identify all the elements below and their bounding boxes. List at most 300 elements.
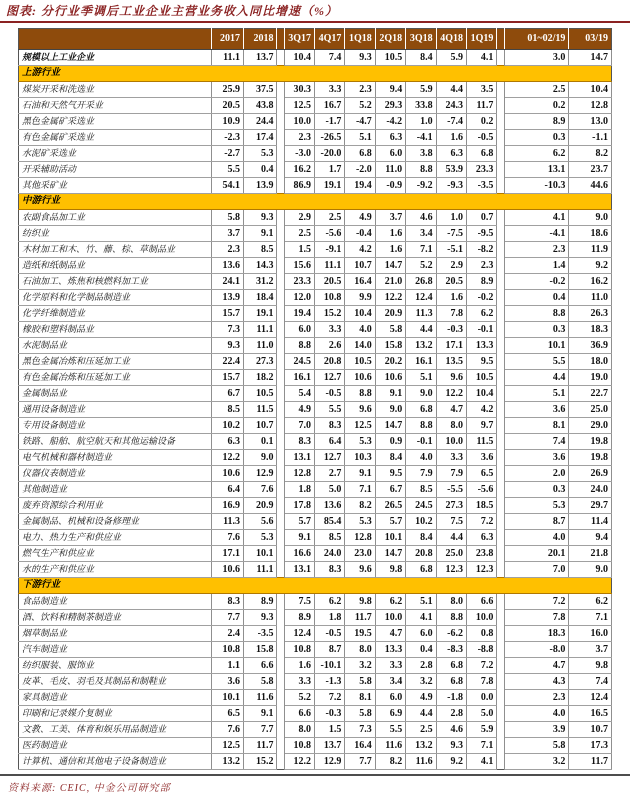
row-label: 化学纤维制造业	[19, 306, 212, 322]
column-gap	[497, 610, 504, 626]
column-gap	[497, 82, 504, 98]
row-label: 医药制造业	[19, 738, 212, 754]
value-cell: 3.3	[314, 82, 344, 98]
table-row	[19, 498, 612, 514]
value-cell: 5.8	[345, 706, 375, 722]
column-header: 03/19	[569, 29, 612, 50]
column-gap	[497, 290, 504, 306]
value-cell: 11.4	[569, 514, 612, 530]
value-cell: 10.7	[244, 418, 277, 434]
column-gap	[277, 706, 284, 722]
value-cell: -1.7	[314, 114, 344, 130]
table-row	[19, 530, 612, 546]
row-label: 金属制品业	[19, 386, 212, 402]
value-cell: 15.2	[244, 754, 277, 770]
value-cell: 54.1	[211, 178, 243, 194]
column-gap	[277, 530, 284, 546]
value-cell: 12.2	[375, 290, 405, 306]
value-cell: 4.6	[406, 210, 436, 226]
value-cell: 0.3	[504, 482, 569, 498]
value-cell: 10.9	[211, 114, 243, 130]
value-cell: 10.6	[375, 370, 405, 386]
value-cell: 14.7	[375, 418, 405, 434]
section-label: 上游行业	[19, 66, 612, 82]
source-note: 资料来源: CEIC, 中金公司研究部	[8, 783, 171, 794]
value-cell: 3.6	[504, 402, 569, 418]
value-cell: 2.5	[284, 226, 314, 242]
table-row	[19, 402, 612, 418]
value-cell: 11.1	[244, 562, 277, 578]
value-cell: 7.6	[211, 530, 243, 546]
value-cell: 2.7	[314, 466, 344, 482]
value-cell: 19.1	[314, 178, 344, 194]
value-cell: 7.3	[211, 322, 243, 338]
value-cell: 9.6	[345, 562, 375, 578]
value-cell: 7.1	[467, 738, 497, 754]
value-cell: -9.2	[406, 178, 436, 194]
value-cell: 8.4	[406, 530, 436, 546]
row-label: 水的生产和供应业	[19, 562, 212, 578]
value-cell: 19.0	[569, 370, 612, 386]
value-cell: 12.9	[314, 754, 344, 770]
value-cell: -2.0	[345, 162, 375, 178]
value-cell: 5.6	[244, 514, 277, 530]
value-cell: 29.0	[569, 418, 612, 434]
row-label: 开采辅助活动	[19, 162, 212, 178]
value-cell: 5.0	[314, 482, 344, 498]
value-cell: 6.2	[467, 306, 497, 322]
value-cell: 7.2	[467, 514, 497, 530]
value-cell: 13.7	[314, 738, 344, 754]
value-cell: 5.5	[504, 354, 569, 370]
value-cell: 4.4	[436, 530, 466, 546]
value-cell: 24.5	[284, 354, 314, 370]
value-cell: 20.9	[244, 498, 277, 514]
value-cell: 5.2	[406, 258, 436, 274]
value-cell: 6.3	[211, 434, 243, 450]
value-cell: 53.9	[436, 162, 466, 178]
value-cell: 9.4	[375, 82, 405, 98]
value-cell: -0.9	[375, 178, 405, 194]
value-cell: 11.1	[211, 50, 243, 66]
table-row	[19, 722, 612, 738]
value-cell: 5.4	[284, 386, 314, 402]
value-cell: 4.0	[504, 706, 569, 722]
column-header: 2017	[211, 29, 243, 50]
value-cell: 2.3	[504, 242, 569, 258]
value-cell: 4.4	[406, 322, 436, 338]
value-cell: 6.8	[345, 146, 375, 162]
value-cell: 6.2	[569, 594, 612, 610]
column-gap	[277, 242, 284, 258]
value-cell: 7.6	[244, 482, 277, 498]
value-cell: 2.5	[504, 82, 569, 98]
value-cell: 8.8	[345, 386, 375, 402]
value-cell: 13.1	[504, 162, 569, 178]
column-header: 01~02/19	[504, 29, 569, 50]
value-cell: 4.7	[436, 402, 466, 418]
value-cell: 21.0	[375, 274, 405, 290]
value-cell: 3.3	[436, 450, 466, 466]
section-label: 中游行业	[19, 194, 612, 210]
value-cell: 10.2	[211, 418, 243, 434]
column-gap	[497, 402, 504, 418]
value-cell: 5.3	[345, 514, 375, 530]
value-cell: 1.5	[314, 722, 344, 738]
column-gap	[497, 706, 504, 722]
column-header: 3Q18	[406, 29, 436, 50]
value-cell: 24.0	[569, 482, 612, 498]
value-cell: 27.3	[436, 498, 466, 514]
value-cell: 10.1	[375, 530, 405, 546]
value-cell: 10.5	[345, 354, 375, 370]
row-label: 计算机、通信和其他电子设备制造业	[19, 754, 212, 770]
value-cell: 7.0	[284, 418, 314, 434]
value-cell: 24.4	[244, 114, 277, 130]
column-gap	[277, 258, 284, 274]
row-label: 农副食品加工业	[19, 210, 212, 226]
column-gap	[497, 754, 504, 770]
value-cell: 3.7	[375, 210, 405, 226]
value-cell: 85.4	[314, 514, 344, 530]
value-cell: 23.0	[345, 546, 375, 562]
value-cell: 10.3	[345, 450, 375, 466]
value-cell: 18.4	[244, 290, 277, 306]
value-cell: 12.2	[436, 386, 466, 402]
column-gap	[497, 274, 504, 290]
column-gap	[497, 594, 504, 610]
value-cell: 6.7	[375, 482, 405, 498]
value-cell: 33.8	[406, 98, 436, 114]
value-cell: 11.6	[375, 738, 405, 754]
value-cell: 0.7	[467, 210, 497, 226]
value-cell: 5.3	[244, 530, 277, 546]
value-cell: 1.0	[406, 114, 436, 130]
value-cell: 8.2	[345, 498, 375, 514]
value-cell: 16.1	[284, 370, 314, 386]
value-cell: 12.2	[284, 754, 314, 770]
value-cell: -7.4	[436, 114, 466, 130]
column-gap	[277, 50, 284, 66]
value-cell: 7.8	[436, 306, 466, 322]
column-gap	[497, 738, 504, 754]
column-gap	[277, 754, 284, 770]
value-cell: -10.1	[314, 658, 344, 674]
value-cell: 12.5	[345, 418, 375, 434]
column-gap	[277, 450, 284, 466]
value-cell: 13.2	[406, 338, 436, 354]
value-cell: 0.3	[504, 130, 569, 146]
row-label: 化学原料和化学制品制造业	[19, 290, 212, 306]
value-cell: 14.7	[375, 546, 405, 562]
value-cell: 4.9	[284, 402, 314, 418]
table-row	[19, 306, 612, 322]
table-row	[19, 210, 612, 226]
value-cell: 10.4	[284, 50, 314, 66]
value-cell: 10.7	[345, 258, 375, 274]
value-cell: -3.0	[284, 146, 314, 162]
row-label: 汽车制造业	[19, 642, 212, 658]
column-gap	[497, 130, 504, 146]
value-cell: 4.6	[436, 722, 466, 738]
row-label: 石油和天然气开采业	[19, 98, 212, 114]
value-cell: 26.5	[375, 498, 405, 514]
table-row	[19, 594, 612, 610]
row-label: 纺织服装、服饰业	[19, 658, 212, 674]
column-gap	[277, 690, 284, 706]
value-cell: 10.8	[284, 738, 314, 754]
value-cell: 13.1	[284, 562, 314, 578]
value-cell: 6.3	[467, 530, 497, 546]
column-gap	[497, 674, 504, 690]
value-cell: -20.0	[314, 146, 344, 162]
value-cell: 9.2	[436, 754, 466, 770]
column-gap	[277, 370, 284, 386]
column-gap	[497, 354, 504, 370]
column-header: 2Q18	[375, 29, 405, 50]
title-divider	[0, 21, 630, 23]
column-header: 1Q19	[467, 29, 497, 50]
value-cell: 8.8	[504, 306, 569, 322]
value-cell: 8.5	[211, 402, 243, 418]
value-cell: 7.8	[504, 610, 569, 626]
column-gap	[497, 338, 504, 354]
value-cell: 1.6	[375, 226, 405, 242]
value-cell: 6.8	[467, 146, 497, 162]
value-cell: 10.5	[244, 386, 277, 402]
value-cell: -5.1	[436, 242, 466, 258]
column-gap	[277, 402, 284, 418]
value-cell: 12.4	[569, 690, 612, 706]
value-cell: 5.7	[375, 514, 405, 530]
value-cell: -0.3	[314, 706, 344, 722]
value-cell: 12.5	[284, 98, 314, 114]
value-cell: 9.3	[244, 210, 277, 226]
value-cell: 16.1	[406, 354, 436, 370]
value-cell: 23.3	[284, 274, 314, 290]
value-cell: 6.0	[406, 626, 436, 642]
value-cell: 14.7	[375, 258, 405, 274]
value-cell: 2.3	[211, 242, 243, 258]
row-label: 纺织业	[19, 226, 212, 242]
value-cell: 26.3	[569, 306, 612, 322]
value-cell: 2.3	[345, 82, 375, 98]
column-header: 2018	[244, 29, 277, 50]
value-cell: -1.1	[569, 130, 612, 146]
value-cell: 26.9	[569, 466, 612, 482]
value-cell: 9.4	[569, 530, 612, 546]
value-cell: 11.3	[211, 514, 243, 530]
value-cell: 7.3	[345, 722, 375, 738]
value-cell: 8.5	[406, 482, 436, 498]
column-gap	[277, 130, 284, 146]
value-cell: 15.8	[375, 338, 405, 354]
value-cell: -1.3	[314, 674, 344, 690]
header-label-cell	[19, 29, 212, 50]
value-cell: -8.0	[504, 642, 569, 658]
value-cell: 20.9	[375, 306, 405, 322]
value-cell: 10.0	[436, 434, 466, 450]
column-gap	[277, 162, 284, 178]
value-cell: 16.6	[284, 546, 314, 562]
column-gap	[277, 338, 284, 354]
value-cell: 24.1	[211, 274, 243, 290]
value-cell: 10.5	[467, 370, 497, 386]
value-cell: 7.4	[504, 434, 569, 450]
value-cell: 8.0	[345, 642, 375, 658]
value-cell: 25.0	[436, 546, 466, 562]
column-gap	[497, 530, 504, 546]
row-label: 家具制造业	[19, 690, 212, 706]
value-cell: 8.8	[406, 162, 436, 178]
value-cell: -8.8	[467, 642, 497, 658]
table-row	[19, 322, 612, 338]
value-cell: 16.2	[284, 162, 314, 178]
section-header-row	[19, 66, 612, 82]
value-cell: 15.6	[284, 258, 314, 274]
value-cell: 4.9	[345, 210, 375, 226]
value-cell: -4.1	[406, 130, 436, 146]
value-cell: -9.3	[436, 178, 466, 194]
value-cell: 11.0	[569, 290, 612, 306]
value-cell: 11.1	[314, 258, 344, 274]
value-cell: 10.0	[467, 610, 497, 626]
value-cell: 3.8	[406, 146, 436, 162]
table-row	[19, 466, 612, 482]
value-cell: 5.8	[345, 674, 375, 690]
value-cell: -7.5	[436, 226, 466, 242]
row-label: 食品制造业	[19, 594, 212, 610]
value-cell: 2.8	[436, 706, 466, 722]
column-gap	[497, 98, 504, 114]
value-cell: 4.1	[406, 610, 436, 626]
value-cell: 15.2	[314, 306, 344, 322]
row-label: 专用设备制造业	[19, 418, 212, 434]
value-cell: 13.2	[211, 754, 243, 770]
row-label: 造纸和纸制品业	[19, 258, 212, 274]
value-cell: 7.2	[467, 658, 497, 674]
value-cell: -8.3	[436, 642, 466, 658]
value-cell: 9.8	[345, 594, 375, 610]
column-gap	[497, 210, 504, 226]
value-cell: 4.4	[436, 82, 466, 98]
value-cell: 15.7	[211, 306, 243, 322]
value-cell: 13.7	[244, 50, 277, 66]
value-cell: 8.4	[406, 50, 436, 66]
table-row	[19, 386, 612, 402]
section-label: 下游行业	[19, 578, 612, 594]
value-cell: 19.5	[345, 626, 375, 642]
value-cell: 9.5	[467, 354, 497, 370]
value-cell: 5.5	[375, 722, 405, 738]
value-cell: 27.3	[244, 354, 277, 370]
row-label: 有色金属矿采选业	[19, 130, 212, 146]
value-cell: 6.2	[504, 146, 569, 162]
value-cell: 9.1	[244, 706, 277, 722]
value-cell: 11.6	[406, 754, 436, 770]
value-cell: 23.8	[467, 546, 497, 562]
value-cell: -0.1	[406, 434, 436, 450]
table-row	[19, 658, 612, 674]
value-cell: 1.4	[504, 258, 569, 274]
row-label: 仪器仪表制造业	[19, 466, 212, 482]
table-body	[19, 50, 612, 770]
value-cell: 5.8	[211, 210, 243, 226]
column-gap	[277, 722, 284, 738]
value-cell: -0.3	[436, 322, 466, 338]
value-cell: -9.5	[467, 226, 497, 242]
value-cell: 22.4	[211, 354, 243, 370]
value-cell: 20.5	[436, 274, 466, 290]
table-row	[19, 626, 612, 642]
value-cell: 9.0	[244, 450, 277, 466]
table-row	[19, 370, 612, 386]
value-cell: 2.9	[284, 210, 314, 226]
value-cell: 4.9	[406, 690, 436, 706]
value-cell: 8.3	[284, 434, 314, 450]
value-cell: 5.3	[504, 498, 569, 514]
value-cell: 7.5	[436, 514, 466, 530]
value-cell: 11.0	[375, 162, 405, 178]
value-cell: 6.9	[375, 706, 405, 722]
value-cell: -1.8	[436, 690, 466, 706]
value-cell: 1.0	[436, 210, 466, 226]
value-cell: 5.5	[211, 162, 243, 178]
table-row	[19, 274, 612, 290]
value-cell: 3.4	[375, 674, 405, 690]
table-row	[19, 546, 612, 562]
value-cell: 3.2	[345, 658, 375, 674]
value-cell: 19.1	[244, 306, 277, 322]
value-cell: 13.3	[467, 338, 497, 354]
row-label: 橡胶和塑料制品业	[19, 322, 212, 338]
value-cell: 24.0	[314, 546, 344, 562]
value-cell: 2.5	[314, 210, 344, 226]
value-cell: 9.5	[375, 466, 405, 482]
value-cell: 3.2	[406, 674, 436, 690]
value-cell: 5.3	[244, 146, 277, 162]
row-label: 石油加工、炼焦和核燃料加工业	[19, 274, 212, 290]
value-cell: 3.3	[314, 322, 344, 338]
value-cell: 6.3	[375, 130, 405, 146]
value-cell: 5.0	[467, 706, 497, 722]
value-cell: 6.8	[406, 402, 436, 418]
value-cell: 30.3	[284, 82, 314, 98]
value-cell: 0.3	[504, 322, 569, 338]
row-label: 废弃资源综合利用业	[19, 498, 212, 514]
value-cell: 1.8	[284, 482, 314, 498]
value-cell: -0.2	[467, 290, 497, 306]
value-cell: 17.1	[436, 338, 466, 354]
value-cell: 4.1	[467, 754, 497, 770]
value-cell: 7.9	[406, 466, 436, 482]
value-cell: 7.1	[406, 242, 436, 258]
value-cell: 0.0	[467, 690, 497, 706]
value-cell: 9.3	[345, 50, 375, 66]
value-cell: -3.5	[244, 626, 277, 642]
value-cell: -5.5	[436, 482, 466, 498]
value-cell: 10.4	[345, 306, 375, 322]
value-cell: 1.8	[314, 610, 344, 626]
section-header-row	[19, 578, 612, 594]
value-cell: 18.6	[569, 226, 612, 242]
value-cell: -10.3	[504, 178, 569, 194]
value-cell: 8.9	[244, 594, 277, 610]
value-cell: 5.2	[345, 98, 375, 114]
table-row	[19, 482, 612, 498]
value-cell: 6.6	[244, 658, 277, 674]
value-cell: -5.6	[314, 226, 344, 242]
